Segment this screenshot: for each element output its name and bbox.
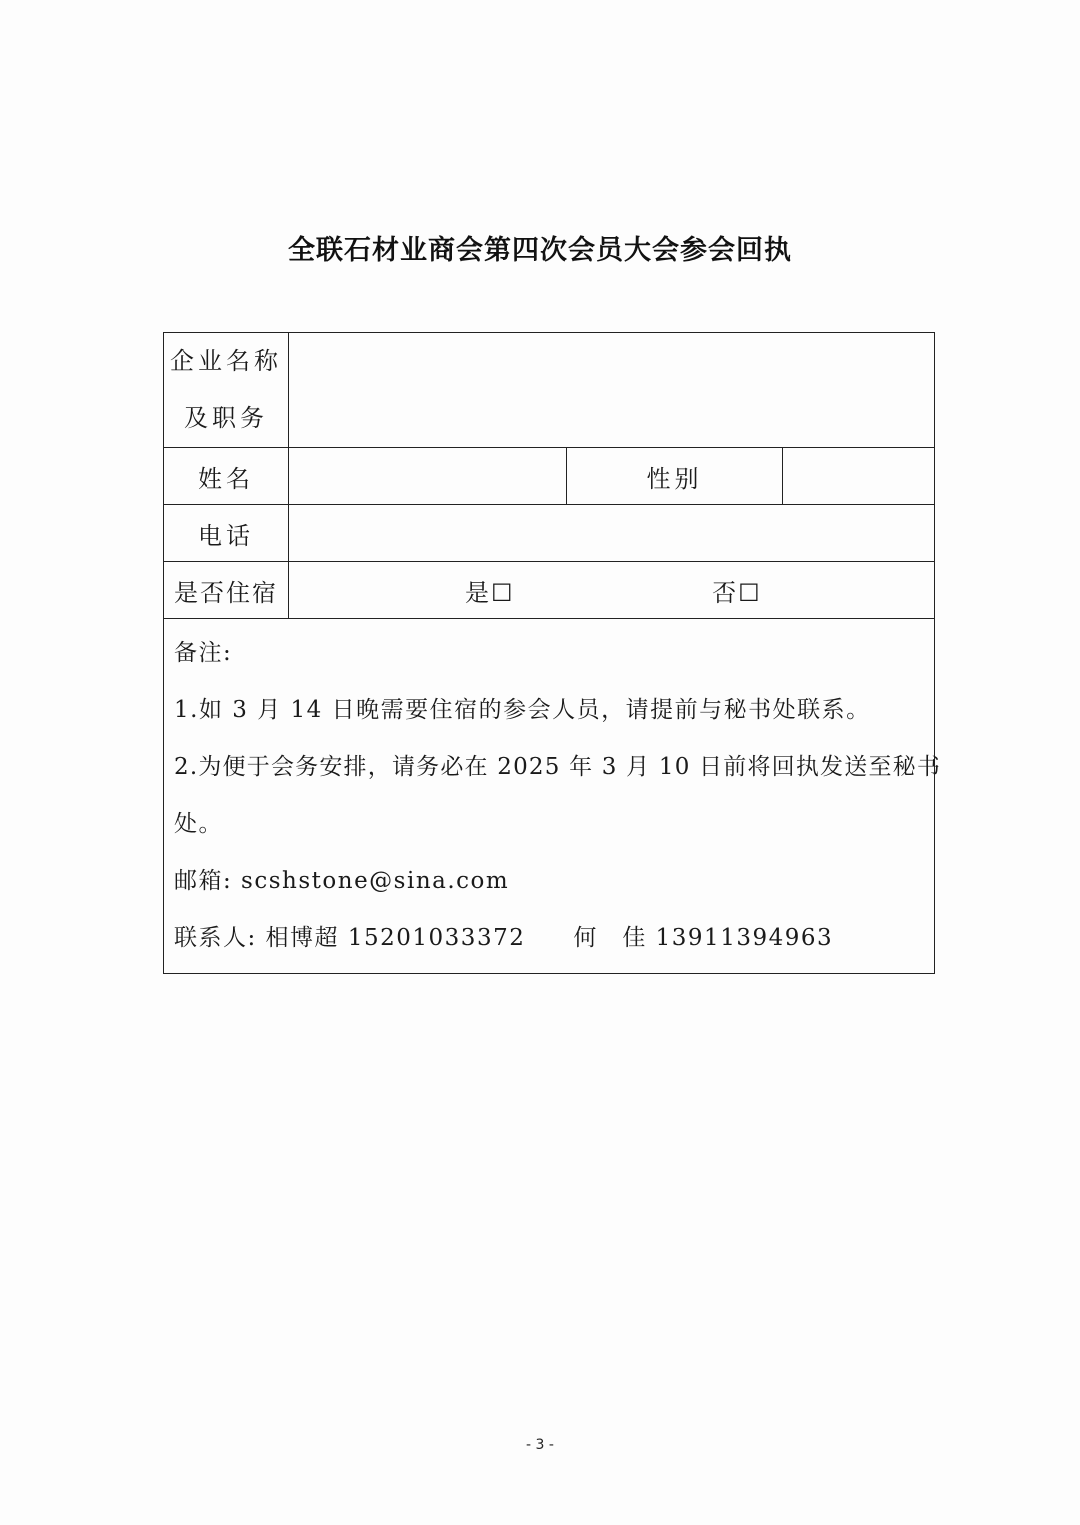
- notes-cell: [164, 619, 942, 974]
- page-number: - 3 -: [526, 1437, 554, 1453]
- phone-label: 电话: [164, 505, 289, 562]
- notes-item-2-line1: 2.为便于会务安排，请务必在 2025 年 3 月 10 日前将回执发送至秘书: [174, 754, 942, 780]
- notes-heading: 备注:: [174, 640, 233, 666]
- notes-contacts: [174, 910, 924, 967]
- lodging-no-checkbox[interactable]: 否☐: [712, 578, 762, 607]
- name-row: [164, 448, 935, 505]
- lodging-options: [289, 562, 935, 619]
- notes-email: 邮箱: scshstone@sina.com: [174, 868, 510, 894]
- lodging-row: [164, 562, 935, 619]
- company-row: [164, 333, 935, 448]
- registration-form-table: [163, 332, 942, 974]
- company-label-line1: 企业名称: [170, 347, 282, 375]
- company-field[interactable]: [289, 333, 935, 448]
- name-label: 姓名: [164, 448, 289, 505]
- lodging-label: 是否住宿: [164, 562, 289, 619]
- company-label-cell: [164, 333, 289, 448]
- gender-label: 性别: [567, 448, 783, 505]
- notes-row: [164, 619, 935, 974]
- company-label-line2: 及职务: [184, 404, 268, 432]
- contact-person-2: 何 佳 13911394963: [573, 925, 834, 951]
- lodging-yes-checkbox[interactable]: 是☐: [465, 578, 515, 607]
- notes-item-2-line2: 处。: [174, 811, 223, 837]
- phone-field[interactable]: [289, 505, 935, 562]
- notes-item-1: 1.如 3 月 14 日晚需要住宿的参会人员，请提前与秘书处联系。: [174, 697, 871, 723]
- document-title: 全联石材业商会第四次会员大会参会回执: [288, 235, 792, 266]
- name-field[interactable]: [289, 448, 567, 505]
- gender-field[interactable]: [783, 448, 935, 505]
- contact-person-1: 联系人: 相博超 15201033372: [174, 925, 526, 951]
- phone-row: [164, 505, 935, 562]
